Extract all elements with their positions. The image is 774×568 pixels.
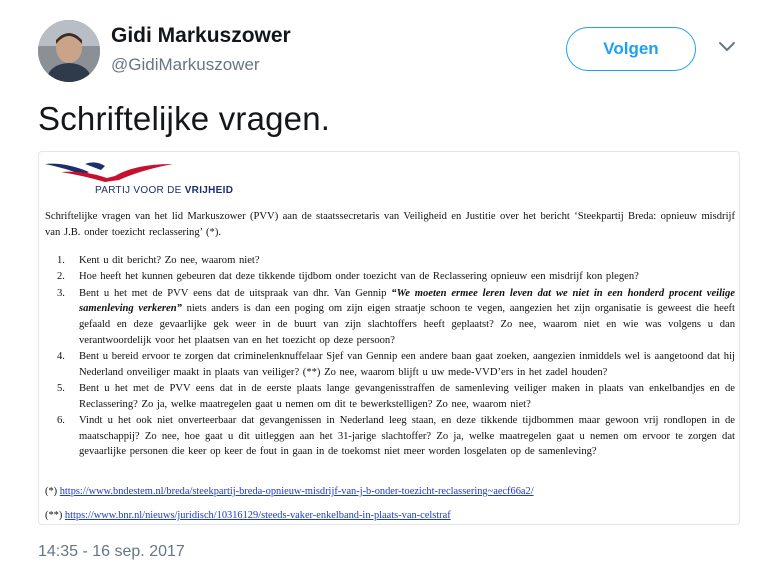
document-scan bbox=[39, 152, 739, 524]
question-item bbox=[45, 413, 735, 460]
author-handle[interactable]: @GidiMarkuszower bbox=[111, 55, 260, 74]
question-number: 2. bbox=[57, 271, 65, 283]
reference-marker: (*) bbox=[45, 486, 60, 497]
reference-line bbox=[45, 484, 534, 500]
reference-link[interactable]: https://www.bndestem.nl/breda/steekpartij-breda-opnieuw-misdrijf-van-j-b-onder-toezicht-reclassering~aecf66a2/ bbox=[59, 486, 534, 497]
question-text: Bent u bereid ervoor te zorgen dat criminelenknuffelaar Sjef van Gennip een andere baan gaat zoeken, aangezien inmiddels wel is aangetoond dat hij Nederland onveiliger maakt in plaats van veiliger? (**) Zo nee, waarom blijft u uw mede-VVD’ers in het zadel houden? bbox=[79, 350, 735, 378]
question-item bbox=[45, 269, 735, 285]
question-quote: “We moeten ermee leren leven dat we niet in een honderd procent veilige samenleving verkeren” bbox=[79, 287, 735, 315]
question-item bbox=[45, 253, 735, 269]
question-number: 6. bbox=[57, 414, 65, 426]
question-number: 4. bbox=[57, 350, 65, 362]
author-name[interactable]: Gidi Markuszower bbox=[111, 24, 291, 47]
reference-line bbox=[45, 508, 451, 524]
tweet-timestamp[interactable]: 14:35 - 16 sep. 2017 bbox=[38, 543, 185, 560]
chevron-down-icon[interactable] bbox=[718, 40, 736, 54]
question-text: Vindt u het ook niet onverteerbaar dat gevangenissen in Nederland leeg staan, en deze tikkende tijdbommen maar gewoon vrij rondlopen in de maatschappij? Zo nee, hoe gaat u dit uitleggen aan het 31-jarige slachtoffer? Zo ja, welke maatregelen gaat u nemen om ervoor te zorgen dat gevaarlijke personen die keer op keer de fout in gaan in de toekomst niet meer worden losgelaten op de samenleving? bbox=[79, 414, 735, 458]
question-text: niets anders is dan een poging om zijn eigen straatje schoon te vegen, aangezien het zijn organisatie is geweest die heeft gefaald en deze gevaarlijke gek weer in de buurt van zijn slachtoffers heeft geplaatst? Zo nee, waarom niet en wie was volgens u dan verantwoordelijk voor het plaatsen van en het toezicht op deze persoon? bbox=[79, 303, 735, 346]
reference-marker: (**) bbox=[45, 510, 65, 521]
party-name-suffix: VRIJHEID bbox=[184, 185, 234, 196]
question-number: 3. bbox=[57, 287, 65, 299]
question-item bbox=[45, 349, 735, 380]
question-list bbox=[45, 253, 735, 461]
party-name-prefix: PARTIJ VOOR DE bbox=[95, 185, 185, 196]
question-item bbox=[45, 286, 735, 348]
reference-link[interactable]: https://www.bnr.nl/nieuws/juridisch/10316129/steeds-vaker-enkelband-in-plaats-van-celstraf bbox=[64, 510, 451, 521]
question-number: 1. bbox=[57, 255, 65, 266]
question-text: Bent u het met de PVV eens dat de uitspraak van dhr. Van Gennip bbox=[79, 287, 392, 299]
question-text: Bent u het met de PVV eens dat in de eerste plaats lange gevangenisstraffen de samenleving veiliger maken in plaats van enkelbandjes en de Reclassering? Zo ja, welke maatregelen gaat u nemen om dit te bewerkstelligen? Zo nee, waarom niet? bbox=[79, 382, 735, 410]
question-text: Kent u dit bericht? Zo nee, waarom niet? bbox=[79, 255, 260, 266]
question-item bbox=[45, 381, 735, 412]
follow-button[interactable]: Volgen bbox=[566, 27, 696, 71]
tweet-text: Schriftelijke vragen. bbox=[38, 100, 331, 137]
question-number: 5. bbox=[57, 382, 65, 394]
tweet-media-image[interactable] bbox=[38, 151, 740, 525]
party-name bbox=[95, 183, 233, 199]
document-intro: Schriftelijke vragen van het lid Markuszower (PVV) aan de staatssecretaris van Veiligheid en Justitie over het bericht ‘Steekpartij Breda: opnieuw misdrijf van J.B. onder toezicht reclassering’ (*). bbox=[45, 211, 735, 238]
question-text: Hoe heeft het kunnen gebeuren dat deze tikkende tijdbom onder toezicht van de Reclassering opnieuw een misdrijf kon plegen? bbox=[79, 271, 639, 283]
avatar[interactable] bbox=[38, 20, 100, 82]
